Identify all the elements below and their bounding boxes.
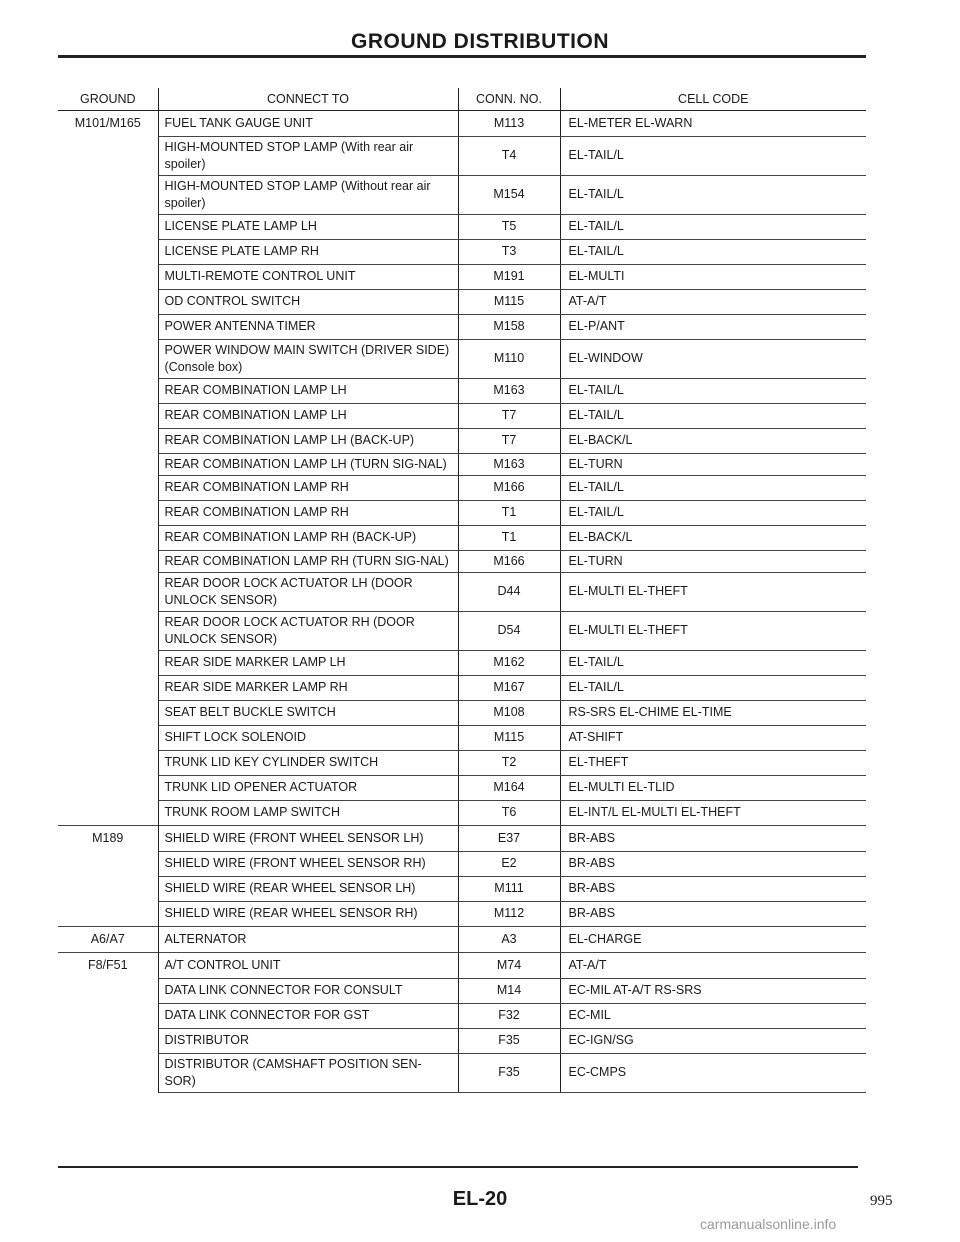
connect-to-cell: SHIELD WIRE (REAR WHEEL SENSOR LH) (158, 876, 458, 901)
cell-code-cell: EL-TAIL/L (560, 650, 866, 675)
cell-code-cell: EL-MULTI EL-THEFT (560, 572, 866, 611)
conn-no-cell: M166 (458, 550, 560, 572)
connect-to-cell: DATA LINK CONNECTOR FOR GST (158, 1003, 458, 1028)
connect-to-cell: REAR COMBINATION LAMP LH (TURN SIG-NAL) (158, 453, 458, 475)
table-row (58, 214, 866, 239)
connect-to-cell: MULTI-REMOTE CONTROL UNIT (158, 264, 458, 289)
cell-code-cell: RS-SRS EL-CHIME EL-TIME (560, 700, 866, 725)
header-conn-no: CONN. NO. (458, 88, 560, 111)
conn-no-cell: M154 (458, 175, 560, 214)
cell-code-cell: EL-MULTI (560, 264, 866, 289)
connect-to-cell: REAR COMBINATION LAMP LH (BACK-UP) (158, 428, 458, 453)
title-rule (58, 55, 866, 58)
table-row (58, 500, 866, 525)
table-row (58, 264, 866, 289)
ground-cell (58, 314, 158, 339)
bottom-rule (58, 1166, 858, 1168)
conn-no-cell: A3 (458, 927, 560, 953)
watermark: carmanualsonline.info (700, 1216, 837, 1232)
connect-to-cell: REAR COMBINATION LAMP LH (158, 403, 458, 428)
connect-to-cell: SHIFT LOCK SOLENOID (158, 725, 458, 750)
table-row (58, 876, 866, 901)
ground-cell: M189 (58, 826, 158, 852)
ground-distribution-table (58, 88, 866, 1093)
table-row (58, 136, 866, 175)
ground-cell (58, 700, 158, 725)
connect-to-cell: TRUNK ROOM LAMP SWITCH (158, 800, 458, 826)
connect-to-cell: A/T CONTROL UNIT (158, 953, 458, 979)
cell-code-cell: EL-TURN (560, 453, 866, 475)
ground-cell (58, 1003, 158, 1028)
table-row (58, 953, 866, 979)
ground-cell (58, 339, 158, 378)
cell-code-cell: EL-P/ANT (560, 314, 866, 339)
ground-cell (58, 264, 158, 289)
cell-code-cell: EL-TAIL/L (560, 475, 866, 500)
cell-code-cell: EC-MIL (560, 1003, 866, 1028)
connect-to-cell: REAR COMBINATION LAMP RH (TURN SIG-NAL) (158, 550, 458, 572)
table-row (58, 826, 866, 852)
table-row (58, 1003, 866, 1028)
conn-no-cell: F35 (458, 1053, 560, 1092)
conn-no-cell: M163 (458, 378, 560, 403)
table-row (58, 403, 866, 428)
conn-no-cell: M163 (458, 453, 560, 475)
table-row (58, 700, 866, 725)
ground-cell (58, 525, 158, 550)
connect-to-cell: REAR SIDE MARKER LAMP LH (158, 650, 458, 675)
table-row (58, 851, 866, 876)
cell-code-cell: EL-INT/L EL-MULTI EL-THEFT (560, 800, 866, 826)
table-row (58, 611, 866, 650)
connect-to-cell: OD CONTROL SWITCH (158, 289, 458, 314)
ground-cell (58, 775, 158, 800)
connect-to-cell: POWER ANTENNA TIMER (158, 314, 458, 339)
table-row (58, 1028, 866, 1053)
conn-no-cell: M113 (458, 111, 560, 137)
ground-cell (58, 650, 158, 675)
connect-to-cell: DISTRIBUTOR (158, 1028, 458, 1053)
conn-no-cell: M158 (458, 314, 560, 339)
table-body (58, 111, 866, 1093)
cell-code-cell: EL-TAIL/L (560, 378, 866, 403)
conn-no-cell: T1 (458, 500, 560, 525)
cell-code-cell: AT-SHIFT (560, 725, 866, 750)
ground-cell (58, 725, 158, 750)
connect-to-cell: REAR COMBINATION LAMP RH (158, 475, 458, 500)
table-row (58, 750, 866, 775)
ground-cell (58, 136, 158, 175)
ground-cell (58, 378, 158, 403)
ground-cell (58, 750, 158, 775)
connect-to-cell: FUEL TANK GAUGE UNIT (158, 111, 458, 137)
page-label: EL-20 (452, 1188, 508, 1210)
cell-code-cell: EL-TAIL/L (560, 175, 866, 214)
connect-to-cell: ALTERNATOR (158, 927, 458, 953)
ground-cell (58, 475, 158, 500)
connect-to-cell: DISTRIBUTOR (CAMSHAFT POSITION SEN-SOR) (158, 1053, 458, 1092)
connect-to-cell: SHIELD WIRE (FRONT WHEEL SENSOR LH) (158, 826, 458, 852)
page-number: 995 (870, 1193, 893, 1209)
cell-code-cell: EL-TAIL/L (560, 403, 866, 428)
cell-code-cell: BR-ABS (560, 851, 866, 876)
cell-code-cell: EL-TAIL/L (560, 239, 866, 264)
table-row (58, 650, 866, 675)
table-row (58, 453, 866, 475)
connect-to-cell: POWER WINDOW MAIN SWITCH (DRIVER SIDE) (Console box) (158, 339, 458, 378)
conn-no-cell: T5 (458, 214, 560, 239)
ground-cell (58, 800, 158, 826)
cell-code-cell: EL-TAIL/L (560, 214, 866, 239)
ground-cell (58, 214, 158, 239)
ground-cell (58, 978, 158, 1003)
cell-code-cell: EL-BACK/L (560, 428, 866, 453)
cell-code-cell: AT-A/T (560, 289, 866, 314)
cell-code-cell: BR-ABS (560, 826, 866, 852)
table-header (58, 88, 866, 111)
connect-to-cell: REAR COMBINATION LAMP RH (158, 500, 458, 525)
ground-cell (58, 239, 158, 264)
ground-cell (58, 901, 158, 927)
ground-cell (58, 403, 158, 428)
ground-cell (58, 1053, 158, 1092)
conn-no-cell: M164 (458, 775, 560, 800)
conn-no-cell: T1 (458, 525, 560, 550)
cell-code-cell: EC-CMPS (560, 1053, 866, 1092)
conn-no-cell: M110 (458, 339, 560, 378)
table-row (58, 239, 866, 264)
ground-cell (58, 453, 158, 475)
conn-no-cell: M108 (458, 700, 560, 725)
ground-cell (58, 572, 158, 611)
table-row (58, 111, 866, 137)
connect-to-cell: REAR COMBINATION LAMP LH (158, 378, 458, 403)
connect-to-cell: REAR DOOR LOCK ACTUATOR RH (DOOR UNLOCK SENSOR) (158, 611, 458, 650)
conn-no-cell: M14 (458, 978, 560, 1003)
connect-to-cell: LICENSE PLATE LAMP LH (158, 214, 458, 239)
connect-to-cell: HIGH-MOUNTED STOP LAMP (Without rear air spoiler) (158, 175, 458, 214)
connect-to-cell: LICENSE PLATE LAMP RH (158, 239, 458, 264)
conn-no-cell: M166 (458, 475, 560, 500)
ground-cell (58, 1028, 158, 1053)
table-row (58, 927, 866, 953)
cell-code-cell: EL-MULTI EL-TLID (560, 775, 866, 800)
conn-no-cell: M191 (458, 264, 560, 289)
ground-cell (58, 289, 158, 314)
connect-to-cell: HIGH-MOUNTED STOP LAMP (With rear air spoiler) (158, 136, 458, 175)
connect-to-cell: REAR SIDE MARKER LAMP RH (158, 675, 458, 700)
connect-to-cell: DATA LINK CONNECTOR FOR CONSULT (158, 978, 458, 1003)
ground-cell (58, 611, 158, 650)
connect-to-cell: SHIELD WIRE (FRONT WHEEL SENSOR RH) (158, 851, 458, 876)
ground-cell (58, 876, 158, 901)
page-title: GROUND DISTRIBUTION (351, 30, 609, 53)
table-row (58, 725, 866, 750)
connect-to-cell: TRUNK LID KEY CYLINDER SWITCH (158, 750, 458, 775)
conn-no-cell: T7 (458, 403, 560, 428)
cell-code-cell: BR-ABS (560, 876, 866, 901)
table-row (58, 572, 866, 611)
conn-no-cell: M111 (458, 876, 560, 901)
cell-code-cell: EL-WINDOW (560, 339, 866, 378)
cell-code-cell: EL-METER EL-WARN (560, 111, 866, 137)
table-row (58, 550, 866, 572)
table-row (58, 1053, 866, 1092)
table-row (58, 289, 866, 314)
table-row (58, 175, 866, 214)
cell-code-cell: AT-A/T (560, 953, 866, 979)
connect-to-cell: REAR COMBINATION LAMP RH (BACK-UP) (158, 525, 458, 550)
conn-no-cell: T4 (458, 136, 560, 175)
table-row (58, 901, 866, 927)
conn-no-cell: M162 (458, 650, 560, 675)
table-row (58, 525, 866, 550)
header-connect-to: CONNECT TO (158, 88, 458, 111)
cell-code-cell: EL-MULTI EL-THEFT (560, 611, 866, 650)
connect-to-cell: SHIELD WIRE (REAR WHEEL SENSOR RH) (158, 901, 458, 927)
cell-code-cell: EL-BACK/L (560, 525, 866, 550)
connect-to-cell: SEAT BELT BUCKLE SWITCH (158, 700, 458, 725)
ground-cell (58, 675, 158, 700)
conn-no-cell: T2 (458, 750, 560, 775)
table-row (58, 314, 866, 339)
conn-no-cell: M167 (458, 675, 560, 700)
conn-no-cell: F32 (458, 1003, 560, 1028)
ground-cell (58, 851, 158, 876)
table-row (58, 978, 866, 1003)
cell-code-cell: EC-MIL AT-A/T RS-SRS (560, 978, 866, 1003)
ground-cell: A6/A7 (58, 927, 158, 953)
cell-code-cell: BR-ABS (560, 901, 866, 927)
ground-cell: M101/M165 (58, 111, 158, 137)
table-row (58, 475, 866, 500)
header-cell-code: CELL CODE (560, 88, 866, 111)
conn-no-cell: E2 (458, 851, 560, 876)
conn-no-cell: M115 (458, 289, 560, 314)
table-row (58, 775, 866, 800)
conn-no-cell: M115 (458, 725, 560, 750)
cell-code-cell: EL-THEFT (560, 750, 866, 775)
table-row (58, 428, 866, 453)
table-row (58, 800, 866, 826)
conn-no-cell: T3 (458, 239, 560, 264)
conn-no-cell: T7 (458, 428, 560, 453)
conn-no-cell: M112 (458, 901, 560, 927)
conn-no-cell: D54 (458, 611, 560, 650)
table-row (58, 339, 866, 378)
ground-cell (58, 175, 158, 214)
conn-no-cell: E37 (458, 826, 560, 852)
ground-cell: F8/F51 (58, 953, 158, 979)
ground-cell (58, 428, 158, 453)
connect-to-cell: REAR DOOR LOCK ACTUATOR LH (DOOR UNLOCK SENSOR) (158, 572, 458, 611)
cell-code-cell: EC-IGN/SG (560, 1028, 866, 1053)
ground-cell (58, 550, 158, 572)
cell-code-cell: EL-TAIL/L (560, 136, 866, 175)
conn-no-cell: T6 (458, 800, 560, 826)
cell-code-cell: EL-TAIL/L (560, 675, 866, 700)
table-row (58, 378, 866, 403)
cell-code-cell: EL-TAIL/L (560, 500, 866, 525)
connect-to-cell: TRUNK LID OPENER ACTUATOR (158, 775, 458, 800)
cell-code-cell: EL-CHARGE (560, 927, 866, 953)
conn-no-cell: D44 (458, 572, 560, 611)
cell-code-cell: EL-TURN (560, 550, 866, 572)
conn-no-cell: F35 (458, 1028, 560, 1053)
ground-cell (58, 500, 158, 525)
header-ground: GROUND (58, 88, 158, 111)
conn-no-cell: M74 (458, 953, 560, 979)
table-row (58, 675, 866, 700)
